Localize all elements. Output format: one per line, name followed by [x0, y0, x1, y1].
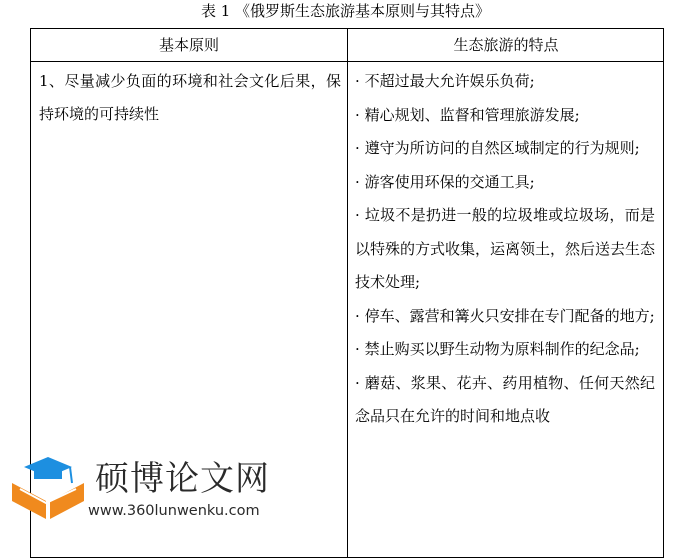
- column-divider: [347, 29, 348, 557]
- principle-cell: 1、尽量减少负面的环境和社会文化后果，保持环境的可持续性: [39, 72, 341, 123]
- header-basic-principles: 基本原则: [158, 36, 219, 54]
- feature-text: 不超过最大允许娱乐负荷;: [364, 72, 535, 90]
- list-item: [355, 65, 655, 99]
- bullet-icon: ·: [355, 139, 360, 157]
- list-item: [355, 367, 655, 434]
- bullet-icon: ·: [355, 206, 360, 224]
- feature-text: 游客使用环保的交通工具;: [364, 172, 535, 191]
- header-ecotourism-features: 生态旅游的特点: [453, 36, 559, 54]
- list-item: [355, 166, 655, 200]
- list-item: [355, 132, 655, 166]
- bullet-icon: ·: [355, 373, 360, 392]
- table-caption: 表 1 《俄罗斯生态旅游基本原则与其特点》: [200, 2, 491, 20]
- bullet-icon: ·: [355, 105, 360, 124]
- feature-text: 遵守为所访问的自然区域制定的行为规则;: [364, 139, 640, 157]
- watermark-title: 硕博论文网: [95, 459, 270, 499]
- feature-text: 停车、露营和篝火只安排在专门配备的地方;: [364, 306, 655, 325]
- list-item: [355, 99, 655, 133]
- list-item: [355, 300, 655, 334]
- feature-text: 蘑菇、浆果、花卉、药用植物、任何天然纪念品只在允许的时间和地点收: [355, 373, 655, 425]
- watermark: [10, 453, 310, 533]
- bullet-icon: ·: [355, 72, 360, 90]
- watermark-url: www.360lunwenku.com: [88, 503, 260, 519]
- bullet-icon: ·: [355, 306, 360, 325]
- bullet-icon: ·: [355, 172, 360, 191]
- features-cell: [355, 65, 655, 434]
- graduation-book-icon: [10, 453, 86, 523]
- list-item: [355, 333, 655, 367]
- list-item: [355, 199, 655, 300]
- feature-text: 禁止购买以野生动物为原料制作的纪念品;: [364, 340, 640, 358]
- feature-text: 垃圾不是扔进一般的垃圾堆或垃圾场，而是以特殊的方式收集，运离领土，然后送去生态技术处理;: [355, 206, 656, 291]
- header-divider: [31, 61, 663, 62]
- bullet-icon: ·: [355, 340, 360, 358]
- feature-text: 精心规划、监督和管理旅游发展;: [364, 105, 580, 124]
